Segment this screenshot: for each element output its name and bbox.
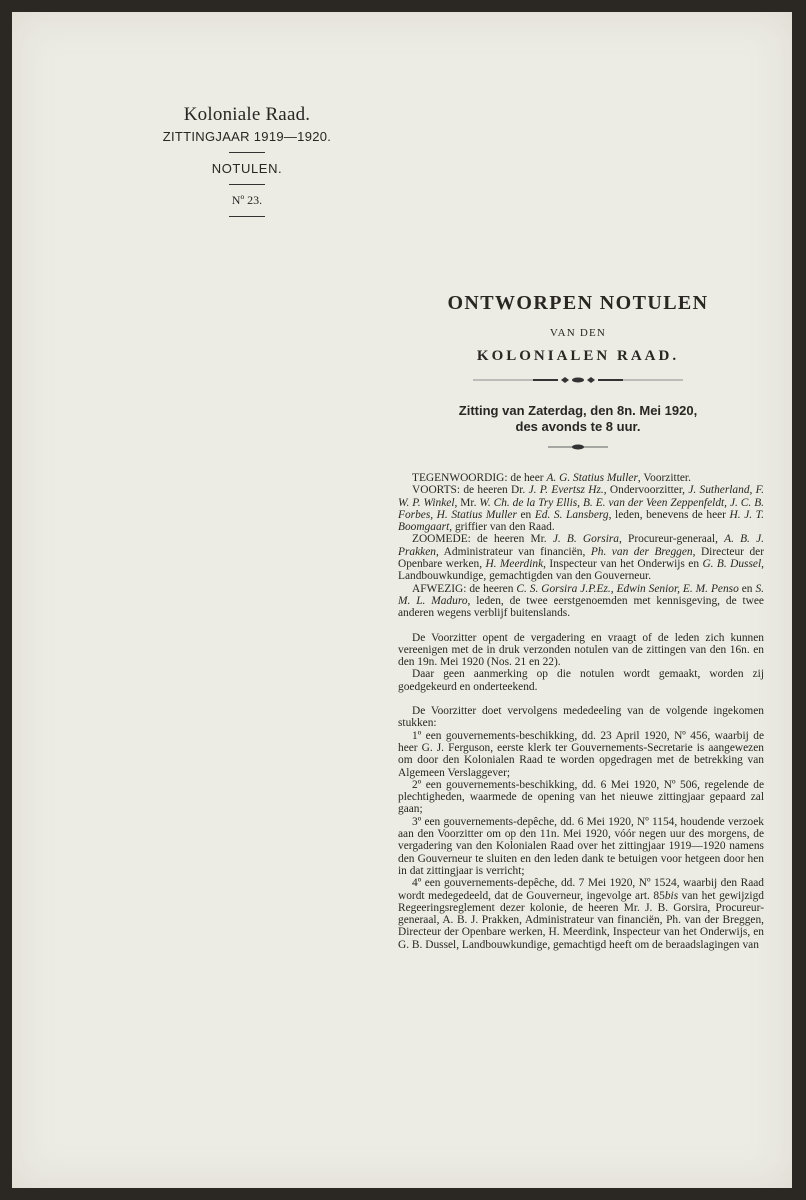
council-name: Koloniale Raad. (183, 104, 311, 125)
text-run: en (738, 582, 756, 595)
paragraph-approval: Daar geen aanmerking op die notulen wordt gemaakt, worden zij goedgekeurd en onderteekend. (398, 668, 764, 693)
session-year: ZITTINGJAAR 1919—1920. (162, 129, 332, 144)
italic-name: J. B. Gorsira (552, 533, 619, 546)
italic-name: H. Meerdink (485, 558, 544, 571)
text-run: 1º een gouvernements-beschikking, dd. 23 April 1920, Nº 456, waarbij de heer G. J. Ferguson, eerste klerk ter Gouvernements-Secretarie is aangewezen om door den Kolonialen Raad te worden opgedragen met de betrekking van Algemeen Verslaggever; (398, 729, 764, 779)
italic-name: Ph. van der Breggen (590, 545, 693, 558)
paragraph-opening: De Voorzitter opent de vergadering en vraagt of de leden zich kunnen vereenigen met de in druk verzonden notulen van de zittingen van den 16n. en den 19n. Mei 1920 (Nos. 21 en 22). (398, 631, 764, 669)
divider (229, 216, 265, 217)
title-block (400, 292, 756, 451)
italic-name: W. Ch. de la Try Ellis, B. E. van der Veen Zeppenfeldt, J. C. B. Forbes, H. Statius Muller (398, 496, 764, 521)
text-run: , Procureur-generaal, (618, 533, 725, 546)
text-run: 4º een gouvernements-depêche, dd. 7 Mei 1920, Nº 1524, waarbij den Raad wordt medegedeeld, dat de Gouverneur, ingevolge art. 85 (398, 877, 764, 902)
italic-name: S. M. L. Maduro (398, 582, 764, 607)
attendance-absent (398, 583, 764, 620)
document-title: ONTWORPEN NOTULEN (447, 292, 709, 314)
italic-name: bis (664, 889, 679, 902)
item-4 (398, 877, 764, 951)
minutes-body (398, 472, 764, 951)
text-run: , leden, de twee eerstgenoemden met kennisgeving, de twee anderen wegens verblijf buitenslands. (398, 594, 764, 620)
ornament-divider (473, 375, 683, 385)
session-date: Zitting van Zaterdag, den 8n. Mei 1920, (458, 403, 698, 418)
text-run: , Landbouwkundige, gemachtigden van den Gouverneur. (398, 558, 764, 583)
document-page (12, 12, 792, 1188)
masthead (122, 104, 372, 225)
small-ornament (548, 443, 608, 451)
text-run: en (516, 508, 535, 521)
italic-name: A. G. Statius Muller (546, 472, 638, 484)
italic-name: Ed. S. Lansberg (534, 508, 609, 521)
item-2: 2º een gouvernements-beschikking, dd. 6 Mei 1920, Nº 506, regelende de plechtigheden, waarmede de opening van het nieuwe zittingjaar gepaard zal gaan; (398, 778, 764, 816)
text-run: AFWEZIG: de heeren (412, 582, 517, 595)
text-run: TEGENWOORDIG: de heer (412, 472, 547, 484)
paragraph-announcement: De Voorzitter doet vervolgens mededeeling van de volgende ingekomen stukken: (398, 705, 764, 730)
text-run: , leden, benevens de heer (608, 508, 730, 521)
item-3: 3º een gouvernements-depêche, dd. 6 Mei 1920, Nº 1154, houdende verzoek aan den Voorzitter om op den 11n. Mei 1920, vóór negen uur des morgens, de vergadering van den Kolonialen Raad over het zittingjaar 1919—1920 namens den Gouverneur te sluiten en den leden dank te betuigen voor hetgeen door hen in dat zittingjaar is verricht; (398, 815, 764, 877)
text-run: , Ondervoorzitter, (603, 484, 689, 497)
text-run: , Inspecteur van het Onderwijs en (543, 558, 703, 571)
attendance-present (398, 472, 764, 484)
text-run: van het gewijzigd Regeeringsreglement dezer kolonie, de heeren Mr. J. B. Gorsira, Procureur-generaal, A. B. J. Prakken, Administrateur van financiën, Ph. van der Breggen, Directeur der Openbare werken, H. Meerdink, Inspecteur van het Onderwijs, en G. B. Dussel, Landbouwkundige, gemachtigd heeft om de beraadslagingen van (398, 889, 764, 951)
italic-name: J. Sutherland, F. W. P. Winkel (398, 484, 764, 509)
divider (229, 184, 265, 185)
italic-name: A. B. J. Prakken (398, 533, 764, 558)
council-title: KOLONIALEN RAAD. (476, 348, 680, 364)
title-connector: VAN DEN (549, 327, 607, 339)
attendance-also (398, 484, 764, 533)
session-time: des avonds te 8 uur. (515, 419, 641, 434)
italic-name: G. B. Dussel (702, 558, 762, 571)
italic-name: C. S. Gorsira J.P.Ez., Edwin Senior, E. M. Penso (516, 582, 739, 595)
document-number: Nº 23. (231, 193, 263, 207)
session-heading (400, 403, 756, 435)
italic-name: J. P. Evertsz Hz. (528, 484, 604, 497)
text-run: VOORTS: de heeren Dr. (412, 484, 529, 497)
text-run: ZOOMEDE: de heeren Mr. (412, 533, 553, 546)
text-run: , Directeur der Openbare werken, (398, 545, 765, 571)
section-label: NOTULEN. (211, 161, 283, 176)
attendance-officials (398, 533, 764, 582)
text-run: , griffier van den Raad. (449, 521, 555, 534)
italic-name: H. J. T. Boomgaart (398, 508, 764, 534)
item-1 (398, 730, 764, 779)
text-run: , Mr. (454, 496, 480, 509)
text-run: , Administrateur van financiën, (435, 545, 591, 558)
divider (229, 152, 265, 153)
text-run: , Voorzitter. (637, 472, 691, 484)
